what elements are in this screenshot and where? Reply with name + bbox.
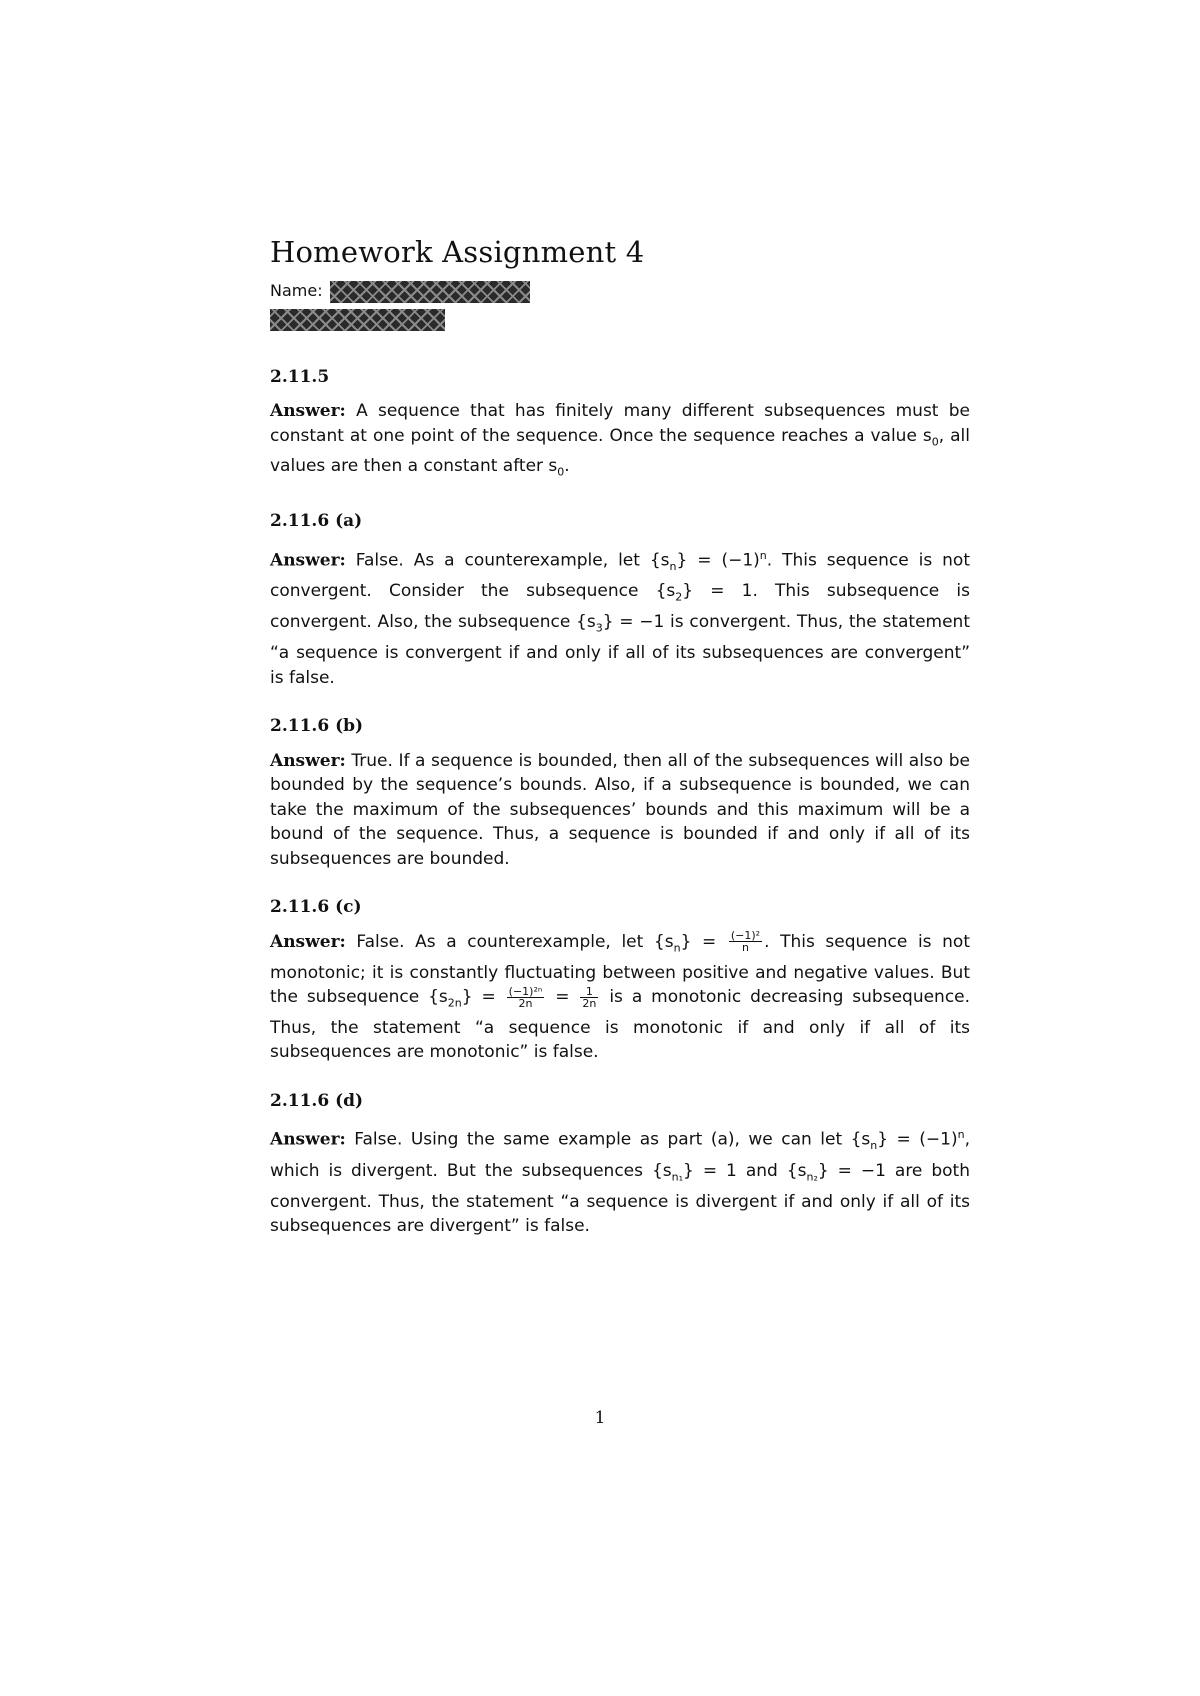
document-page [270, 235, 971, 1239]
section-2-11-6-d [270, 1089, 970, 1239]
answer-label: Answer: [270, 550, 346, 571]
section-2-11-6-c [270, 895, 970, 1065]
answer-label: Answer: [270, 750, 346, 771]
fraction: $\frac{\text{(−1)²ⁿ}}{2n}$ [508, 984, 543, 1010]
section-2-11-6-b [270, 714, 970, 871]
answer-label: Answer: [270, 401, 346, 421]
page-number: 1 [594, 1408, 606, 1428]
redacted-name-block-2 [270, 309, 445, 331]
answer-text: Answer: False. Using the same example as part (a), we can let $\{s_n\} = (-1)^n$, which is divergent. But the subsequences $\{s_{n_1}\} = 1$ and $\{s_{n_2}\} = -1$ are both convergent. Thus, the statement “a sequence is divergent if and only if all of its subsequences are divergent” is false. [270, 1128, 970, 1237]
section-heading: 2.11.5 [270, 366, 330, 387]
section-heading: 2.11.6 (c) [270, 897, 362, 918]
fraction: $\frac{\text{(−1)²}}{n}$ [730, 929, 761, 955]
page-title: Homework Assignment 4 [270, 235, 645, 269]
section-2-11-6-a [270, 509, 970, 690]
fraction: $\frac{1}{2n}$ [582, 984, 597, 1010]
name-label: Name: [270, 280, 323, 300]
redacted-name-block [330, 281, 530, 303]
answer-label: Answer: [270, 1130, 346, 1151]
answer-label: Answer: [270, 931, 346, 952]
section-heading: 2.11.6 (a) [270, 511, 363, 532]
section-2-11-5 [270, 365, 970, 486]
section-heading: 2.11.6 (d) [270, 1090, 364, 1111]
answer-text: Answer: False. As a counterexample, let $\{s_n\} = (-1)^n$. This sequence is not convergent. Consider the subsequence $\{s_2\} = 1$. This subsequence is convergent. Also, the subsequence $\{s_3\} = -1$ is convergent. Thus, the statement “a sequence is convergent if and only if all of its subsequences are convergent” is false. [270, 548, 971, 688]
answer-text: Answer: False. As a counterexample, let $\{s_n\}$ = $\frac{\text{(−1)²}}{n}$ . This sequence is not monotonic; it is constantly fluctuating between positive and negative values. But the subsequence $\{s_{2n}\}$ = $\frac{\text{(−1)²ⁿ}}{2n}$ = $\frac{1}{2n}$ is a monotonic decreasing subsequence. Thus, the statement “a sequence is monotonic if and only if all of its subsequences are monotonic” is false. [270, 929, 971, 1063]
section-heading: 2.11.6 (b) [270, 716, 364, 737]
answer-text: Answer: True. If a sequence is bounded, then all of the subsequences will also be bounded by the sequence’s bounds. Also, if a subsequence is bounded, we can take the maximum of the subsequences’ bounds and this maximum will be a bound of the sequence. Thus, a sequence is bounded if and only if all of its subsequences are bounded. [270, 750, 970, 869]
name-row [270, 279, 970, 301]
answer-text: Answer: A sequence that has finitely many different subsequences must be constant at one point of the sequence. Once the sequence reaches a value $s_0$, all values are then a constant after $s_0$. [270, 401, 970, 479]
